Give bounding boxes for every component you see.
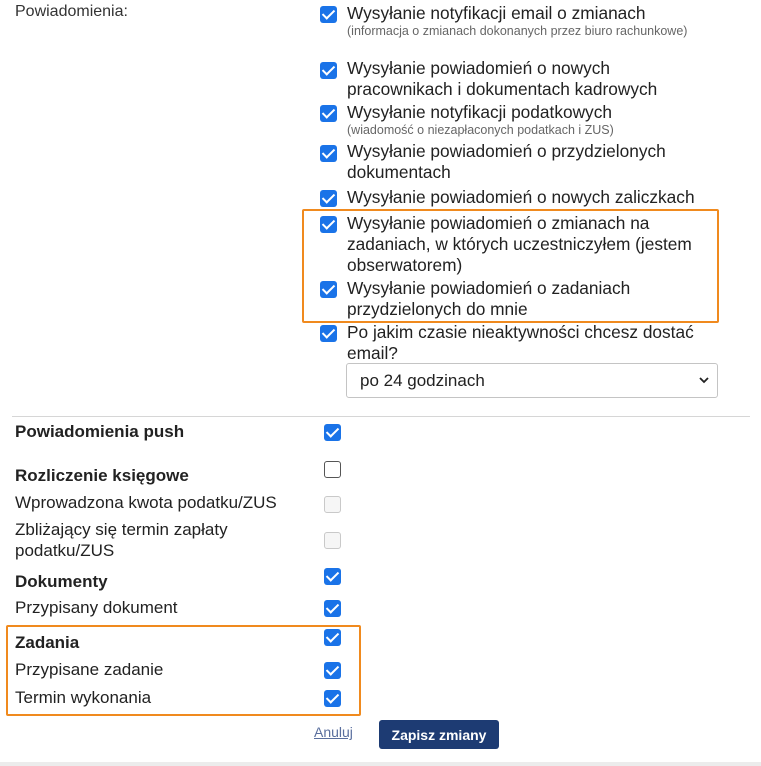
notifications-section-label: Powiadomienia: [15,3,128,20]
accounting-label: Rozliczenie księgowe [15,466,189,485]
assigned-documents-checkbox[interactable] [320,145,337,162]
email-changes-sublabel: (informacja o zmianach dokonanych przez biuro rachunkowe) [347,24,688,38]
push-tasks-highlight [6,625,361,716]
new-employees-label: Wysyłanie powiadomień o nowych pracownikach i dokumentach kadrowych [347,58,658,99]
new-employees-option [347,58,677,100]
assigned-document-label: Przypisany dokument [15,598,178,617]
documents-label: Dokumenty [15,572,108,591]
tax-notifications-sublabel: (wiadomość o niezapłaconych podatkach i ZUS) [347,123,614,137]
save-button[interactable]: Zapisz zmiany [379,720,499,749]
inactivity-email-label: Po jakim czasie nieaktywności chcesz dostać email? [347,322,694,363]
assigned-task-label: Przypisane zadanie [15,660,164,679]
tax-deadline-checkbox[interactable] [324,532,341,549]
push-notifications-label: Powiadomienia push [15,422,185,441]
push-notifications-checkbox[interactable] [324,424,341,441]
cancel-link[interactable]: Anuluj [314,724,353,740]
inactivity-select-value: po 24 godzinach [360,371,485,390]
tax-deadline-label: Zbliżający się termin zapłaty podatku/ZUS [15,520,228,560]
advances-option [347,187,717,208]
assigned-documents-label: Wysyłanie powiadomień o przydzielonych dokumentach [347,141,666,182]
accounting-checkbox[interactable] [324,461,341,478]
chevron-down-icon [699,375,709,385]
tax-notifications-option [347,102,717,138]
advances-label: Wysyłanie powiadomień o nowych zaliczkach [347,187,695,207]
email-tasks-highlight [302,209,719,323]
new-employees-checkbox[interactable] [320,62,337,79]
due-date-label: Termin wykonania [15,688,152,707]
advances-checkbox[interactable] [320,190,337,207]
tasks-label: Zadania [15,633,80,652]
assigned-tasks-label: Wysyłanie powiadomień o zadaniach przydzielonych do mnie [347,278,631,319]
inactivity-email-checkbox[interactable] [320,325,337,342]
tax-amount-label: Wprowadzona kwota podatku/ZUS [15,493,277,512]
task-changes-label: Wysyłanie powiadomień o zmianach na zadaniach, w których uczestniczyłem (jestem obserwatorem) [347,213,692,275]
section-divider [12,416,750,417]
email-changes-label: Wysyłanie notyfikacji email o zmianach [347,3,646,23]
documents-checkbox[interactable] [324,568,341,585]
assigned-document-checkbox[interactable] [324,600,341,617]
assigned-documents-option [347,141,687,183]
email-changes-option [347,3,717,39]
inactivity-email-option [347,322,717,364]
tax-notifications-checkbox[interactable] [320,105,337,122]
inactivity-select[interactable] [346,363,718,398]
tax-amount-checkbox[interactable] [324,496,341,513]
bottom-border [0,762,761,766]
tax-notifications-label: Wysyłanie notyfikacji podatkowych [347,102,612,122]
email-changes-checkbox[interactable] [320,6,337,23]
